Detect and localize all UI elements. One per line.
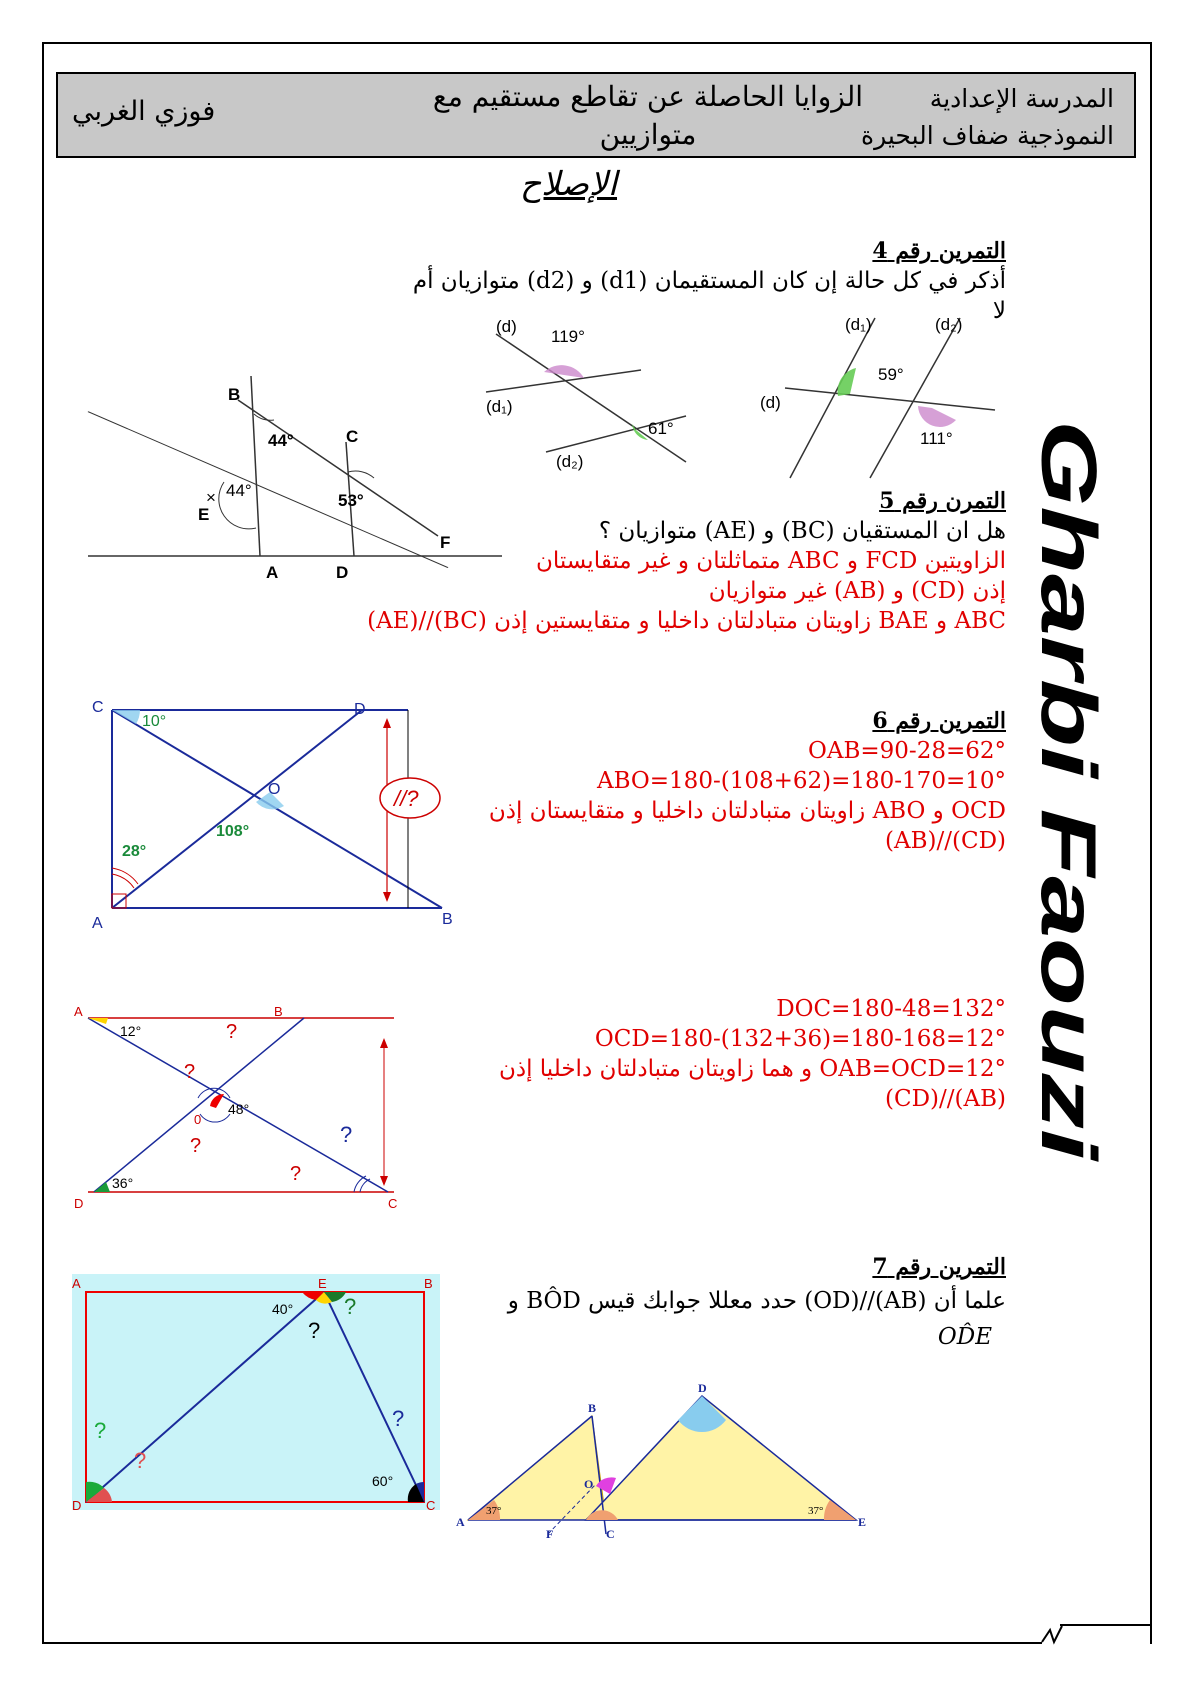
- header-box: [56, 72, 1136, 158]
- exercise-6-answer-4: (CD)//(AB): [885, 828, 1006, 854]
- point-E: E: [198, 505, 210, 524]
- exercise-7: [406, 1252, 1006, 1352]
- point-A: A: [92, 915, 103, 932]
- point-B: B: [228, 385, 241, 404]
- angle-40: 40°: [272, 1301, 294, 1317]
- point-A: A: [266, 563, 279, 582]
- question-mark-2: ?: [344, 1294, 357, 1319]
- angle-37-a: 37°: [486, 1505, 502, 1517]
- lesson-title-line-1: الزوايا الحاصلة عن تقاطع مستقيم مع: [432, 80, 864, 113]
- exercise-7-question-angle: OD̂E: [937, 1324, 992, 1350]
- exercise-6b-answer-4: (AB)//(CD): [885, 1086, 1006, 1112]
- angle-61: 61°: [648, 419, 674, 438]
- label-d: (d): [760, 393, 781, 412]
- school-name: [854, 80, 1114, 154]
- point-C: C: [388, 1196, 398, 1211]
- exercise-7-title: التمرين رقم 7: [872, 1254, 1006, 1280]
- watermark: [1025, 420, 1113, 1180]
- point-E: E: [318, 1276, 327, 1291]
- question-mark-1: ?: [308, 1318, 321, 1343]
- label-d2: (d₂): [935, 315, 963, 334]
- angle-44-a: 44°: [226, 481, 252, 500]
- bottom-border: [42, 1642, 1042, 1644]
- ex6b-figure: [74, 1002, 414, 1212]
- point-D: D: [354, 701, 366, 718]
- school-line-1: المدرسة الإعدادية: [929, 84, 1114, 113]
- exercise-4-title: التمرين رقم 4: [872, 238, 1006, 264]
- exercise-6b-answer-3: OAB=OCD=12° و هما زاويتان متبادلتان داخليا إذن: [498, 1056, 1006, 1082]
- point-C: C: [92, 699, 104, 716]
- exercise-5: [306, 486, 1006, 636]
- page-corner-mark: [1040, 1622, 1064, 1646]
- exercise-5-question: هل ان المستقيان (BC) و (AE) متوازيان ؟: [598, 518, 1006, 544]
- point-D: D: [336, 563, 349, 582]
- point-D: D: [698, 1381, 707, 1395]
- label-d2: (d₂): [556, 452, 584, 471]
- school-line-2: النموذجية ضفاف البحيرة: [861, 121, 1114, 150]
- exercise-6b: [406, 994, 1006, 1114]
- point-B: B: [274, 1004, 283, 1019]
- label-d: (d): [496, 317, 517, 336]
- point-D: D: [74, 1196, 84, 1211]
- angle-37-b: 37°: [808, 1505, 824, 1517]
- point-O: O: [268, 781, 281, 798]
- bottom-border-right: [1060, 1624, 1150, 1626]
- exercise-6-answer-3: OCD و ABO زاويتان متبادلتان داخليا و متقايستان إذن: [488, 798, 1006, 824]
- point-F: F: [546, 1527, 554, 1541]
- question-mark-4: ?: [94, 1418, 107, 1443]
- exercise-7-question: علما أن (AB)//(OD) حدد معللا جوابك قيس BÔD و: [507, 1288, 1006, 1314]
- point-F: F: [440, 533, 451, 552]
- angle-119: 119°: [551, 327, 585, 346]
- point-A: A: [74, 1004, 83, 1019]
- ex4-figure-1: [476, 312, 706, 472]
- angle-36: 36°: [112, 1175, 134, 1191]
- watermark-text: Gharbi Faouzi: [1025, 420, 1113, 941]
- angle-28: 28°: [122, 843, 147, 860]
- point-O: O: [584, 1477, 594, 1491]
- question-mark-4: ?: [340, 1122, 353, 1147]
- exercise-6b-answer-2: OCD=180-(132+36)=180-168=12°: [594, 1026, 1006, 1052]
- author-name: فوزي الغربي: [72, 96, 216, 127]
- point-A: A: [72, 1276, 81, 1291]
- point-C: C: [606, 1527, 615, 1541]
- point-E: E: [858, 1515, 867, 1529]
- correction-heading: الإصلاح: [520, 164, 618, 203]
- question-mark-5: ?: [290, 1163, 302, 1185]
- angle-44-b: 44°: [268, 431, 294, 450]
- ex7-figure-2: [456, 1374, 866, 1544]
- ex7-figure-1: [72, 1274, 440, 1513]
- exercise-5-answer-2: إذن (CD) و (AB) غير متوازيان: [708, 578, 1006, 604]
- point-C: C: [346, 427, 359, 446]
- label-d1: (d₁): [845, 315, 872, 334]
- point-E-mark: ×: [206, 488, 216, 507]
- exercise-6-title: التمرين رقم 6: [872, 708, 1006, 734]
- exercise-5-title: التمرن رقم 5: [879, 488, 1006, 514]
- question-mark-2: ?: [184, 1061, 196, 1083]
- point-A: A: [456, 1515, 465, 1529]
- angle-59: 59°: [878, 365, 904, 384]
- angle-12: 12°: [120, 1023, 142, 1039]
- exercise-6-answer-1: OAB=90-28=62°: [808, 738, 1006, 764]
- angle-10: 10°: [142, 713, 167, 730]
- angle-48: 48°: [228, 1101, 250, 1117]
- angle-60: 60°: [372, 1473, 394, 1489]
- angle-108: 108°: [216, 823, 250, 840]
- label-d1: (d₁): [486, 397, 513, 416]
- exercise-5-answer-3: ABC و BAE زاويتان متبادلتان داخليا و متقايستين إذن (BC)//(AE): [367, 608, 1006, 634]
- point-B: B: [588, 1401, 597, 1415]
- question-mark-1: ?: [226, 1021, 238, 1043]
- exercise-4-question: أذكر في كل حالة إن كان المستقيمان (d1) و (d2) متوازيان أم لا: [412, 268, 1006, 324]
- ex4-figure-2: [760, 308, 1000, 483]
- question-mark-5: ?: [134, 1448, 147, 1473]
- point-B: B: [424, 1276, 433, 1291]
- point-B: B: [442, 911, 453, 928]
- question-mark-3: ?: [190, 1135, 202, 1157]
- point-O: 0: [194, 1112, 202, 1127]
- exercise-6b-answer-1: DOC=180-48=132°: [776, 996, 1006, 1022]
- angle-53: 53°: [338, 491, 364, 510]
- point-C: C: [426, 1498, 436, 1513]
- lesson-title-line-2: متوازيين: [599, 118, 697, 151]
- exercise-6-answer-2: ABO=180-(108+62)=180-170=10°: [596, 768, 1006, 794]
- question-mark-3: ?: [392, 1406, 405, 1431]
- point-D: D: [72, 1498, 82, 1513]
- exercise-5-answer-1: الزاويتين FCD و ABC متماثلتان و غير متقايستان: [535, 548, 1006, 574]
- angle-111: 111°: [920, 429, 953, 448]
- lesson-title: [418, 78, 878, 154]
- parallel-question: //?: [394, 786, 419, 811]
- exercise-6: [386, 706, 1006, 856]
